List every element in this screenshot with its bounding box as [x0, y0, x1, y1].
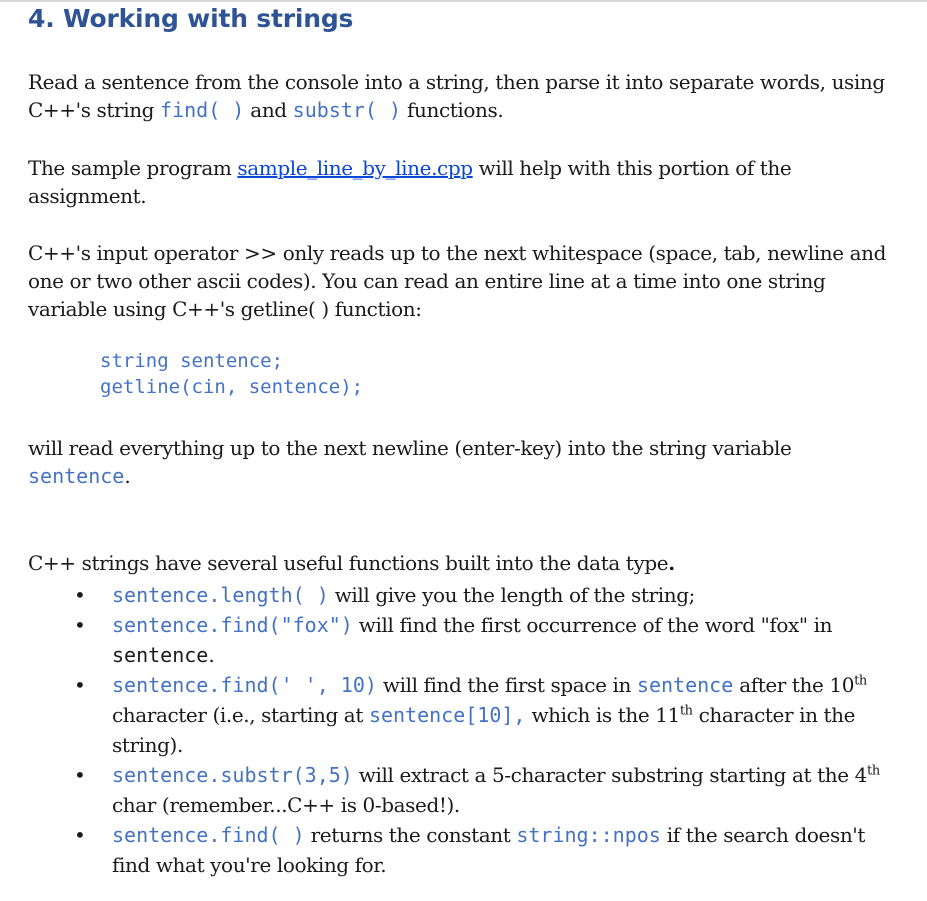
list-item-text: which is the 11: [525, 703, 680, 727]
code-line-1: string sentence;: [100, 350, 284, 372]
bullet-icon: •: [74, 823, 86, 847]
list-item-text: will find the first space in: [376, 673, 637, 697]
sentence-mono-text: sentence: [112, 643, 209, 667]
sample-program-paragraph: [28, 154, 858, 210]
sample-text: will help with this portion of the assignment.: [28, 156, 792, 208]
find-space-code: sentence.find(' ', 10): [112, 673, 377, 697]
list-item: [70, 610, 900, 670]
list-item: [70, 670, 900, 760]
intro-text: and: [244, 98, 293, 122]
sentence-variable-code: sentence: [28, 464, 125, 488]
substr-call-code: sentence.substr(3,5): [112, 763, 353, 787]
sentence-variable-code: sentence: [636, 673, 734, 697]
list-item-text: will give you the length of the string;: [328, 583, 695, 607]
list-item-text: after the 10: [733, 673, 855, 697]
list-item-text: char (remember...C++ is 0-based!).: [112, 793, 460, 817]
section-heading: 4. Working with strings: [28, 4, 354, 33]
string-functions-intro: [28, 549, 888, 577]
list-item-text: returns the constant: [304, 823, 517, 847]
find-empty-code: sentence.find( ): [112, 823, 305, 847]
bullet-icon: •: [74, 763, 86, 787]
sentence-index-code: sentence[10],: [368, 703, 526, 727]
top-rule: [0, 0, 927, 2]
explanation-text: .: [124, 464, 131, 488]
bullet-icon: •: [74, 613, 86, 637]
intro-text: functions.: [401, 98, 504, 122]
intro-text: Read a sentence from the console into a string, then parse it into separate words, using C++'s string: [28, 70, 885, 122]
sample-program-link[interactable]: sample_line_by_line.cpp: [237, 156, 473, 180]
input-operator-paragraph: C++'s input operator >> only reads up to the next whitespace (space, tab, newline and one or two other ascii codes). You can read an entire line at a time into one string variable using C++'s getline( ) function:: [28, 241, 887, 321]
ordinal-suffix: th: [854, 673, 867, 689]
code-block: [100, 348, 363, 400]
ordinal-suffix: th: [867, 763, 880, 779]
length-function-code: sentence.length( ): [112, 583, 329, 607]
npos-constant-code: string::npos: [516, 823, 661, 847]
list-item: [70, 820, 900, 880]
substr-function-code: substr( ): [292, 98, 402, 122]
string-functions-list: [70, 580, 900, 880]
code-line-2: getline(cin, sentence);: [100, 376, 364, 398]
getline-explanation-paragraph: [28, 434, 888, 490]
bullet-icon: •: [74, 673, 86, 697]
list-item-text: will extract a 5-character substring starting at the 4: [352, 763, 867, 787]
list-item-text: character (i.e., starting at: [112, 703, 369, 727]
list-item-text: .: [208, 643, 215, 667]
list-item-text: will find the first occurrence of the word "fox" in: [352, 613, 833, 637]
functions-intro-period: .: [668, 551, 675, 575]
list-item-text: if the search doesn't find what you're looking for.: [112, 823, 866, 877]
bullet-icon: •: [74, 583, 86, 607]
intro-paragraph: [28, 68, 898, 124]
list-item-text: character in the string).: [112, 703, 856, 757]
functions-intro-text: C++ strings have several useful functions built into the data type: [28, 551, 669, 575]
list-item: [70, 760, 900, 820]
find-function-code: find( ): [160, 98, 245, 122]
explanation-text: will read everything up to the next newline (enter-key) into the string variable: [28, 436, 792, 460]
ordinal-suffix: th: [679, 703, 693, 719]
find-fox-code: sentence.find("fox"): [112, 613, 353, 637]
sample-text: The sample program: [28, 156, 238, 180]
list-item: [70, 580, 900, 610]
